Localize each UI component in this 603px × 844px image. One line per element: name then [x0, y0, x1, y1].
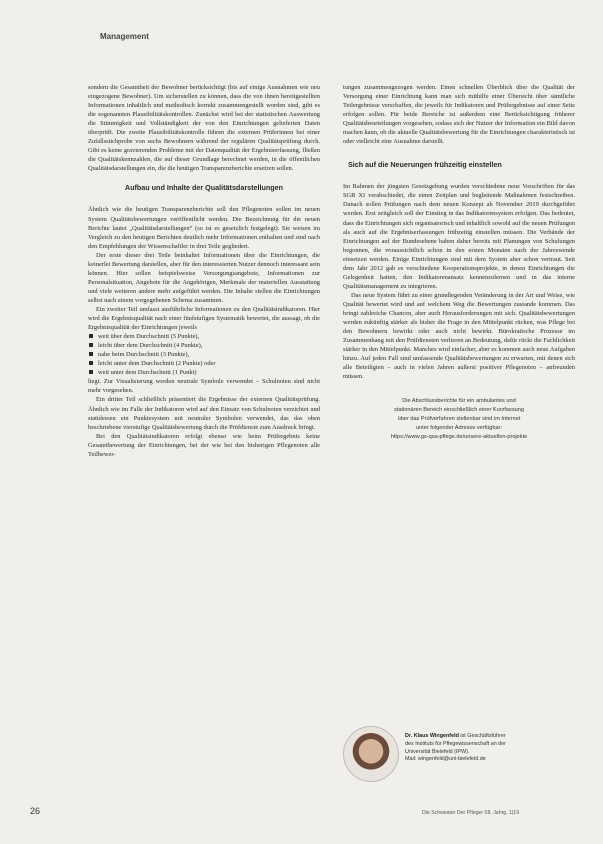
left-intro-paragraph: sondern die Gesamtheit der Bewohner berücksichtigt (bis auf einige Ausnahmen wie neu eingezogene Bewohner). Um sicherstellen zu können, dass die von ihnen bereitgestellten Informationen inhaltlich und methodisch korrekt zusammengestellt worden sind, gibt es die sogenannten Plausibilitätskontrollen. Zunächst wird bei der statistischen Auswertung die Stimmigkeit und Vollständigkeit der von den Einrichtungen gelieferten Daten überprüft. Die zweite Plausibilitätskontrolle führen die externen Prüferinnen bei einer Zufallsstichprobe von sechs Bewohnern während der regulären Qualitätsprüfung durch. Gibt es keine gravierenden Probleme mit der Datenqualität der Ergebniserfassung, fließen die Qualitätskennzahlen, die auf dieser Grundlage berechnet werden, in die öffentlichen Qualitätsdarstellungen ein, die die heutigen Transparenzberichte ersetzen sollen.: [88, 84, 320, 173]
rating-bullet-list: [88, 332, 320, 377]
info-box: [343, 397, 575, 441]
info-line: stationären Bereich einschließlich einer Kurzfassung: [394, 407, 524, 414]
section-heading-neuerungen: Sich auf die Neuerungen frühzeitig einstellen: [348, 160, 502, 170]
bullet-item: weit über dem Durchschnitt (5 Punkte),: [88, 332, 320, 341]
right-paragraph-1: Im Rahmen der jüngsten Gesetzgebung wurden verschiedene neue Vorschriften für das SGB XI verabschiedet, die einen Zeitplan und begleitende Maßnahmen festschreiben. Danach sollen Prüfungen nach dem neuen Konzept ab November 2019 durchgeführt werden. Erst zeitgleich soll der Einstieg in das Indikatorensystem erfolgen. Das bedeutet, dass die Einrichtungen sich organisatorisch und inhaltlich sowohl auf die neuen Prüfungen als auch auf die Ergebniserfassungen frühzeitig einstellen müssen. Die Verbände der Einrichtungen auf der Bundesebene haben daher bereits mit Planungen von Schulungen begonnen, die voraussichtlich schon in den ersten Monaten nach der Jahreswende einsetzen werden. Einige Einrichtungen sind mit dem System aber schon vertraut. Seit dem Jahr 2012 gab es verschiedene Kooperationsprojekte, in denen Einrichtungen die Gelegenheit hatten, den Indikatorenansatz kennenzulernen und in das interne Qualitätsmanagement zu integrieren.: [343, 183, 575, 290]
right-paragraph-2: Das neue System führt zu einer grundlegenden Veränderung in der Art und Weise, wie Qualität bewertet wird und auf welchem Weg die Bewertungen zustande kommen. Das bringt zahlreiche Chancen, aber auch Herausforderungen mit sich. Qualitätsbewertungen werden zukünftig stärker als bisher die Frage in den Mittelpunkt rücken, was Pflege bei den Bewohnern bewirkt oder auch nicht bewirkt. Bürokratische Prozesse im Zusammenhang mit den Prüfdiensten verlieren an Bedeutung, dafür rückt die Fachlichkeit stärker in den Mittelpunkt. Manches wird einfacher, aber es kommen auch neue Aufgaben hinzu. Auf jeden Fall sind umfassende Qualitätsbewertungen zu erwarten, mit denen sich alle Beteiligten – auch in vielen Jahren außerst positiver Pflegenoten – anfreunden müssen.: [343, 291, 575, 381]
left-paragraph-2: Der erste dieser drei Teile beinhaltet Informationen über die Einrichtungen, die keinerlei Bewertung darstellen, aber für den interessierten Nutzer dennoch interessant sein können. Hier sollen beispielsweise Versorgungsangebote, Informationen zur Personalsituation, Angebote für die Angehörigen, Merkmale der materiellen Ausstattung und viele weiteren andere mehr aufgeführt werden. Die Inhalte stellen die Einrichtungen selbst nach einem vorgegebenen Schema zusammen.: [88, 251, 320, 304]
right-column: [343, 83, 575, 441]
author-role: des Instituts für Pflegewissenschaft an der: [405, 740, 506, 747]
journal-footer: Die Schwester Der Pfleger 58. Jahrg. 1|19: [422, 810, 520, 816]
page-number: 26: [30, 806, 41, 816]
author-role: ist Geschäftsführer: [460, 733, 506, 739]
info-line: Die Abschlussberichte für ein ambulantes und: [402, 398, 516, 405]
left-paragraph-4: Ein dritter Teil schließlich präsentiert die Ergebnisse der externen Qualitätsprüfung. Ähnlich wie im Falle der Indikatoren wird auf den Einsatz von Schulnoten verzichtet und stattdessen ein Punktesystem mit neutraler Symbolen verwendet, das das oben beschriebene vierstufige Qualitätsbewertung durch die Prüfdienste zum Ausdruck bringt.: [88, 396, 320, 431]
bullet-item: leicht über dem Durchschnitt (4 Punkte),: [88, 341, 320, 350]
author-box: [343, 726, 575, 786]
right-intro-paragraph: tungen zusammengezogen werden. Einen schnellen Überblick über die Qualität der Versorgung einer Einrichtung kann man sich mithilfe einer Übersicht über sämtliche Teilergebnisse verschaffen, die jeweils für Indikatoren und Prüfergebnisse auf einer Seite erfolgen sollen. Für beide Bereiche ist außerdem eine Berücksichtigung früherer Qualitätsbeurteilungen vorgesehen, sodass sich der Nutzer der Information ein Bild davon machen kann, ob die aktuelle Qualitätsbewertung für die Einrichtungen charakteristisch ist oder vielleicht eine Ausnahme darstellt.: [343, 84, 575, 146]
info-line: unter folgender Adresse verfügbar:: [415, 424, 503, 431]
author-photo: [343, 726, 399, 782]
bullet-item: weit unter dem Durchschnitt (1 Punkt): [88, 368, 320, 377]
author-email[interactable]: Mail: wingenfeld@uni-bielefeld.de: [405, 756, 486, 763]
info-link[interactable]: https://www.gs-qsa-pflege.de/unsere-aktuellen-projekte: [390, 433, 528, 440]
author-text: [405, 733, 575, 764]
info-line: über das Prüfverfahren stellenbar sind im Internet: [397, 415, 521, 422]
left-after-bullets: liegt. Zur Visualisierung werden neutrale Symbole verwendet – Schulnoten sind nicht mehr vorgesehen.: [88, 378, 320, 395]
left-paragraph-3: Ein zweiter Teil umfasst ausführliche Informationen zu den Qualitätsindikatoren. Hier wird die Ergebnisqualität nach einer fünfstufigen Systematik bewertet, die aussagt, ob die Ergebnisqualität der Einrichtungen jeweils: [88, 305, 320, 332]
left-paragraph-5: Bei den Qualitätsindikatoren erfolgt ebenso wie beim Prüfergebnis keine Gesamtbewertung der Einrichtungen, bei der wie bei den bisherigen Pflegenoten alle Teilbewer-: [88, 432, 320, 458]
author-name: Dr. Klaus Wingenfeld: [405, 733, 459, 739]
left-column: [88, 83, 320, 459]
bullet-item: nahe beim Durchschnitt (3 Punkte),: [88, 350, 320, 359]
section-label: Management: [100, 32, 149, 41]
author-role: Universität Bielefeld (IPW).: [405, 748, 470, 755]
left-paragraph-1: Ähnlich wie die heutigen Transparenzberichte soll den Pflegenoten sollen im neuen System Qualitätsbewertungen veröffentlicht werden. Die Bezeichnung für die neuen Berichte lautet „Qualitätsdarstellungen“ (so ist es gesetzlich festgelegt). Sie weisen im Vergleich zu den heutigen Berichten deutlich mehr Informationen enthalten und sind nach den Empfehlungen der Wissenschaftler in drei Teile gegliedert.: [88, 206, 320, 250]
bullet-item: leicht unter dem Durchschnitt (2 Punkte) oder: [88, 359, 320, 368]
section-heading-aufbau: Aufbau und Inhalte der Qualitätsdarstellungen: [124, 183, 284, 193]
